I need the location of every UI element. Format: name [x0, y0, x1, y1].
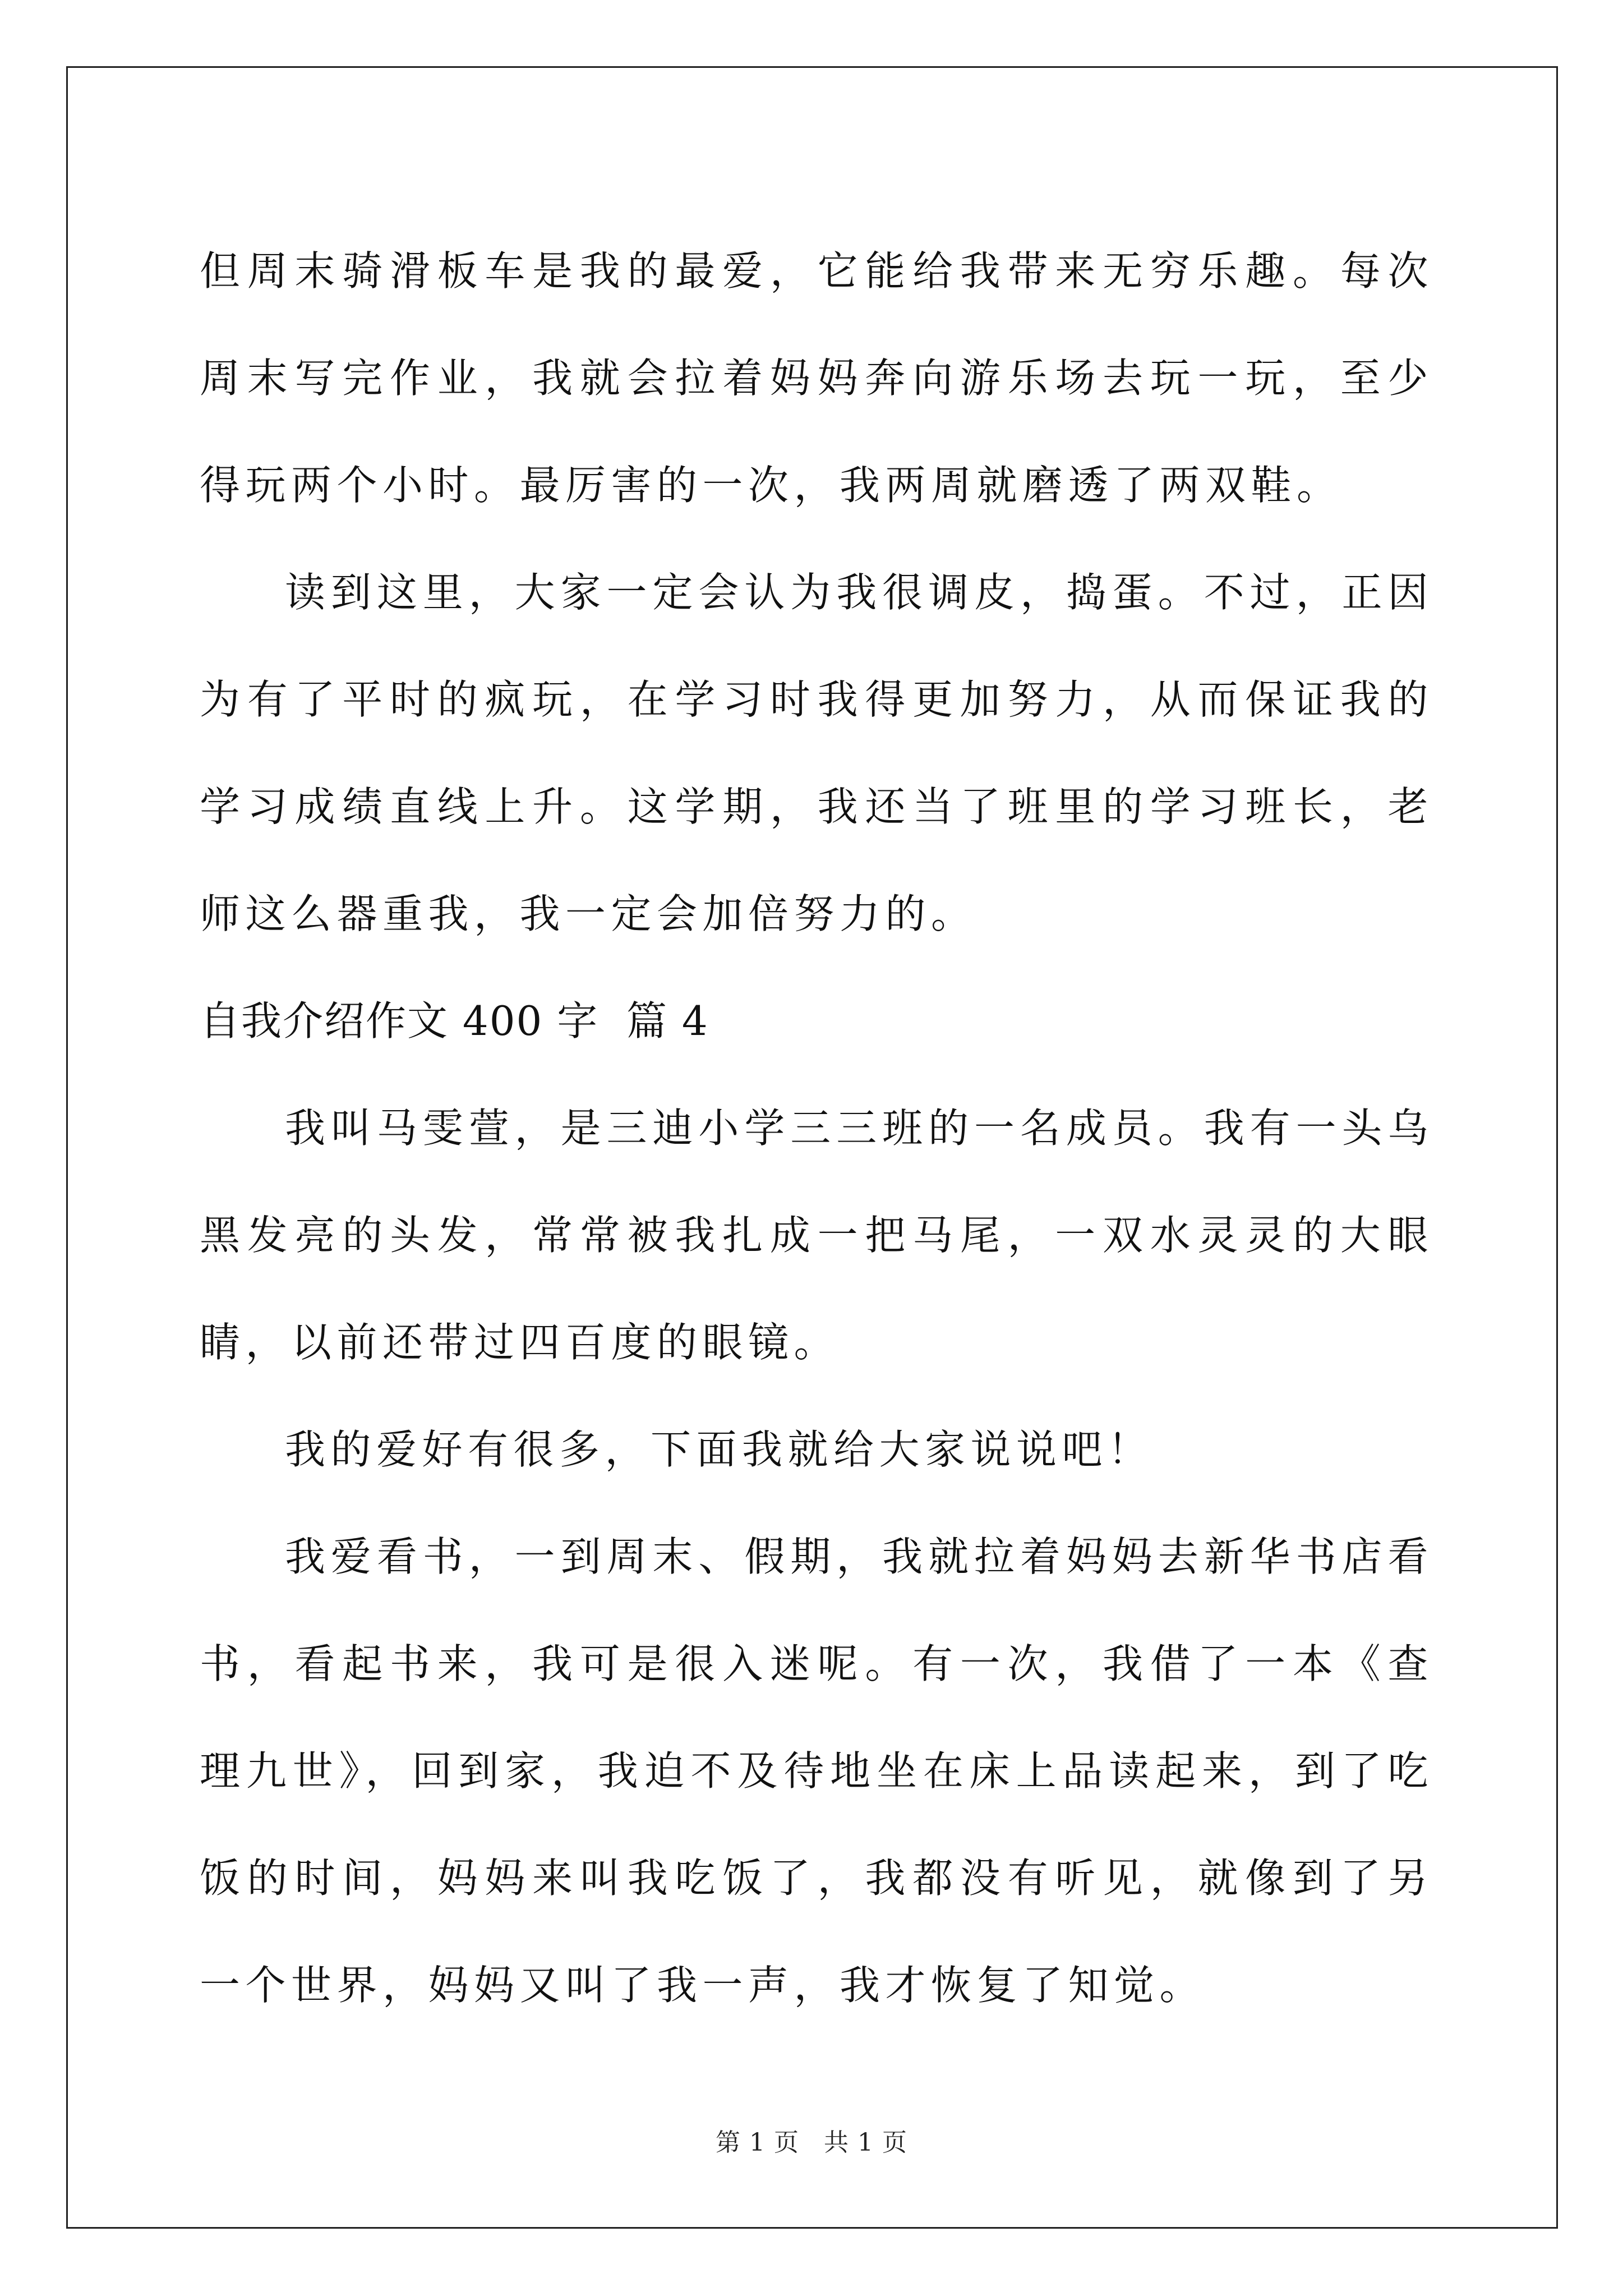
- page-number-total: 共 1 页: [824, 2128, 907, 2157]
- paragraph-1: 但周末骑滑板车是我的最爱，它能给我带来无穷乐趣。每次周末写完作业，我就会拉着妈妈奔向游乐场去玩一玩，至少得玩两个小时。最厉害的一次，我两周就磨透了两双鞋。: [200, 247, 1433, 509]
- document-body: [200, 218, 1433, 2039]
- paragraph-3: 我叫马雯萱，是三迪小学三三班的一名成员。我有一头乌黑发亮的头发，常常被我扎成一把马尾，一双水灵灵的大眼睛，以前还带过四百度的眼镜。: [200, 1105, 1433, 1366]
- paragraph-4: 我的爱好有很多，下面我就给大家说说吧！: [285, 1426, 1154, 1473]
- page-number-current: 第 1 页: [716, 2128, 799, 2157]
- paragraph-2: 读到这里，大家一定会认为我很调皮，捣蛋。不过，正因为有了平时的疯玩，在学习时我得更加努力，从而保证我的学习成绩直线上升。这学期，我还当了班里的学习班长，老师这么器重我，我一定会加倍努力的。: [200, 569, 1433, 937]
- page-footer: [0, 2126, 1623, 2160]
- paragraph-5: 我爱看书，一到周末、假期，我就拉着妈妈去新华书店看书，看起书来，我可是很入迷呢。有一次，我借了一本《查理九世》，回到家，我迫不及待地坐在床上品读起来，到了吃饭的时间，妈妈来叫我吃饭了，我都没有听见，就像到了另一个世界，妈妈又叫了我一声，我才恢复了知觉。: [200, 1533, 1433, 2009]
- section-heading: 自我介绍作文 400 字 篇 4: [200, 997, 709, 1045]
